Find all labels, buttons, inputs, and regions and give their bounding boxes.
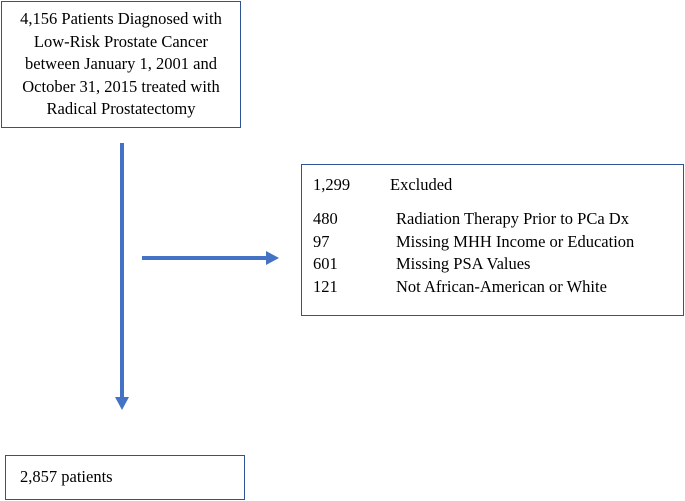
exclusion-count: 480 — [313, 209, 338, 228]
initial-cohort-line: between January 1, 2001 and — [25, 54, 217, 74]
exclusion-reason: Missing PSA Values — [396, 254, 531, 273]
exclusion-count: 97 — [313, 231, 330, 251]
exclusion-total-count: 1,299 — [313, 175, 351, 194]
final-cohort-label: 2,857 patients — [20, 467, 113, 486]
exclusion-count: 121 — [313, 276, 338, 296]
exclusion-reason: Radiation Therapy Prior to PCa Dx — [396, 209, 629, 228]
initial-cohort-line: Radical Prostatectomy — [46, 99, 196, 119]
exclusion-reason: Not African-American or White — [396, 276, 607, 296]
initial-cohort-line: October 31, 2015 treated with — [22, 76, 220, 96]
exclusion-label: Excluded — [390, 175, 453, 194]
initial-cohort-line: Low-Risk Prostate Cancer — [33, 31, 209, 51]
right-arrow-head — [266, 251, 279, 265]
initial-cohort-line: 4,156 Patients Diagnosed with — [20, 9, 222, 29]
down-arrow-head — [115, 397, 129, 410]
exclusion-reason: Missing MHH Income or Education — [396, 231, 635, 251]
exclusion-count: 601 — [313, 254, 338, 273]
